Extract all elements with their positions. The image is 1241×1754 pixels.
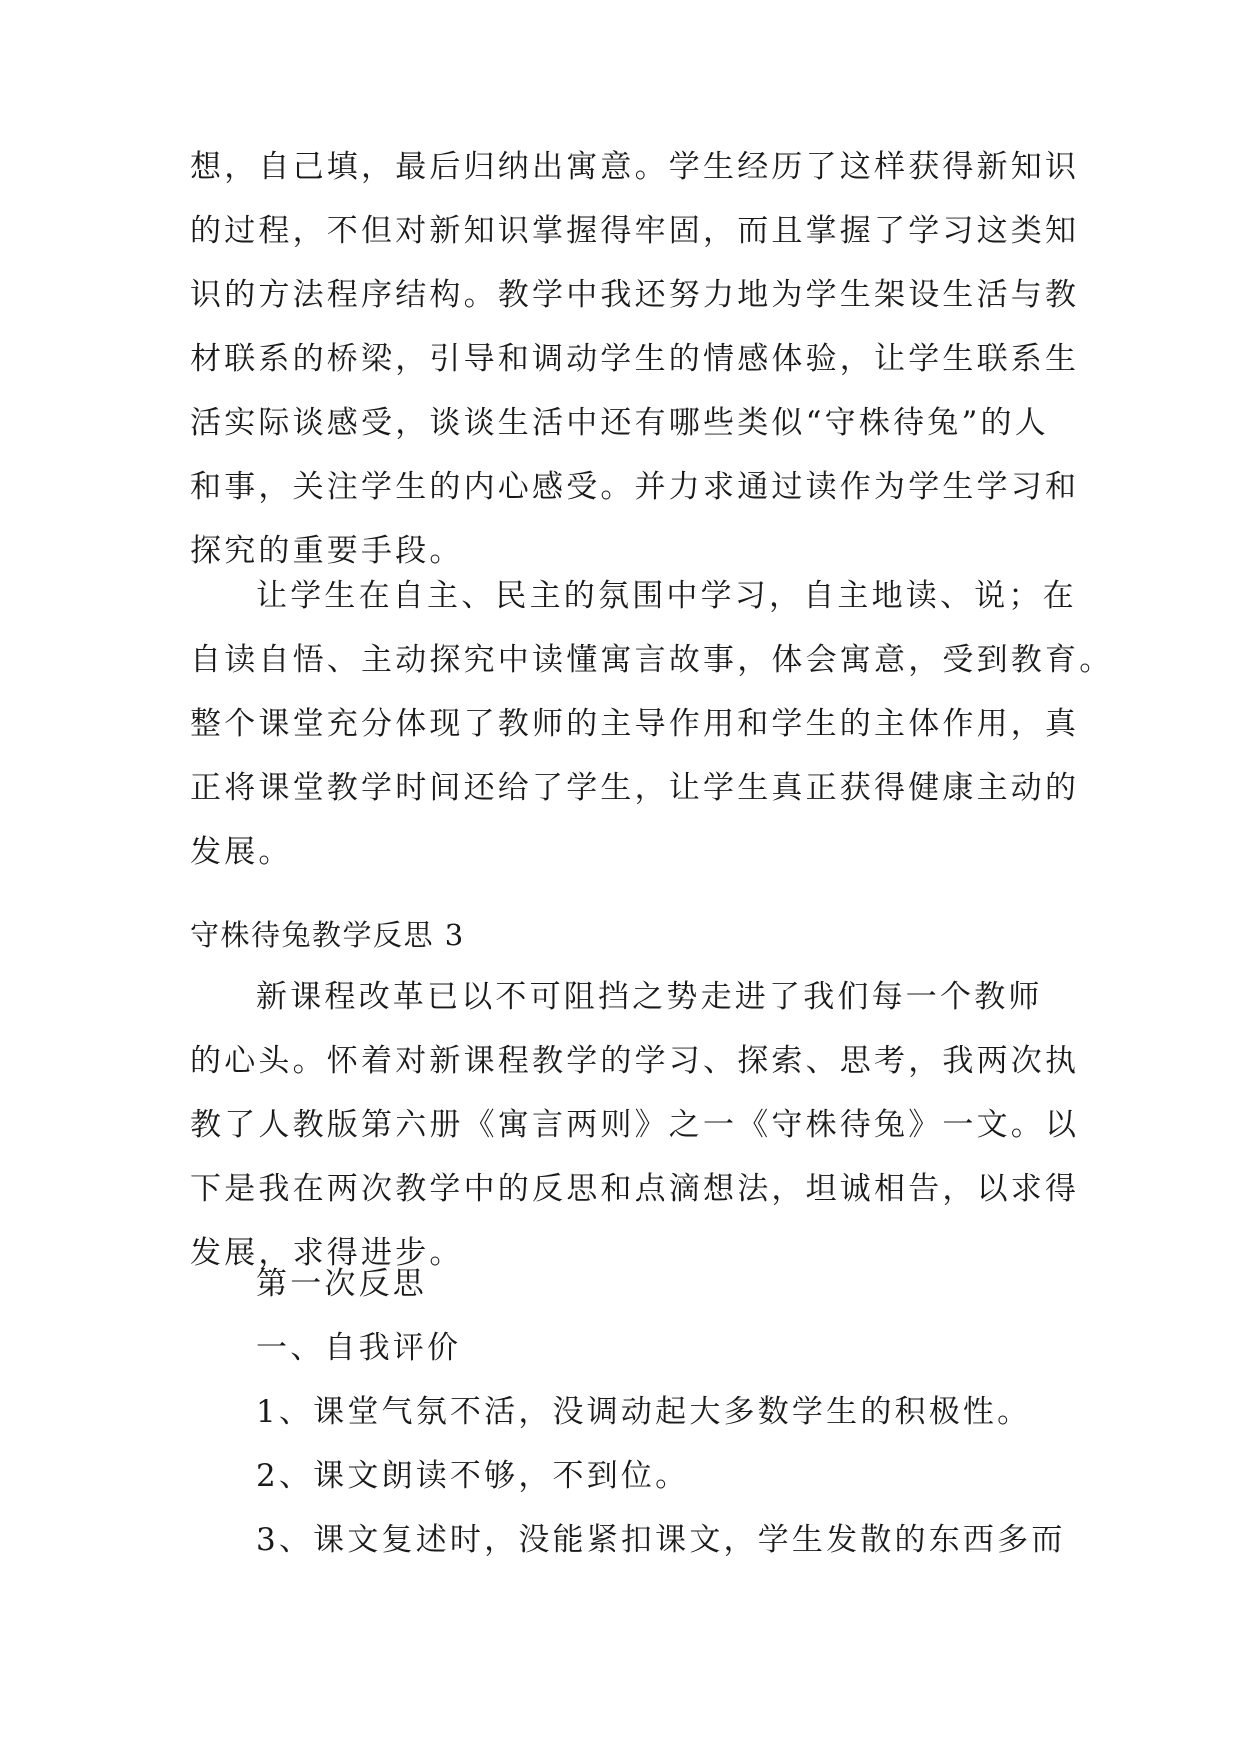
paragraph-line: 活实际谈感受，谈谈生活中还有哪些类似“守株待兔”的人: [190, 405, 1049, 441]
paragraph-line: 自读自悟、主动探究中读懂寓言故事，体会寓意，受到教育。: [190, 642, 1114, 678]
paragraph-line: 新课程改革已以不可阻挡之势走进了我们每一个教师: [256, 979, 1043, 1015]
reflection-section: [190, 1252, 1066, 1572]
paragraph-line: 的心头。怀着对新课程教学的学习、探索、思考，我两次执: [190, 1043, 1080, 1079]
paragraph-2: [190, 564, 1114, 884]
paragraph-line: 正将课堂教学时间还给了学生，让学生真正获得健康主动的: [190, 770, 1080, 806]
subheading: 第一次反思: [256, 1266, 427, 1302]
paragraph-line: 想，自己填，最后归纳出寓意。学生经历了这样获得新知识: [190, 149, 1080, 185]
paragraph-line: 识的方法程序结构。教学中我还努力地为学生架设生活与教: [190, 277, 1080, 313]
section-title: 守株待兔教学反思 3: [190, 918, 465, 952]
paragraph-3: [190, 965, 1080, 1285]
paragraph-line: 探究的重要手段。: [190, 533, 464, 569]
list-item: 2、课文朗读不够，不到位。: [256, 1458, 690, 1494]
paragraph-line: 教了人教版第六册《寓言两则》之一《守株待兔》一文。以: [190, 1107, 1080, 1143]
paragraph-line: 让学生在自主、民主的氛围中学习，自主地读、说；在: [256, 578, 1077, 614]
paragraph-line: 材联系的桥梁，引导和调动学生的情感体验，让学生联系生: [190, 341, 1080, 377]
section-title-block: [190, 903, 1050, 967]
paragraph-line: 发展，求得进步。: [190, 1235, 464, 1271]
list-item: 3、课文复述时，没能紧扣课文，学生发散的东西多而: [256, 1522, 1066, 1558]
paragraph-line: 的过程，不但对新知识掌握得牢固，而且掌握了学习这类知: [190, 213, 1080, 249]
paragraph-line: 和事，关注学生的内心感受。并力求通过读作为学生学习和: [190, 469, 1080, 505]
list-item: 1、课堂气氛不活，没调动起大多数学生的积极性。: [256, 1394, 1032, 1430]
paragraph-line: 下是我在两次教学中的反思和点滴想法，坦诚相告，以求得: [190, 1171, 1080, 1207]
paragraph-line: 发展。: [190, 834, 293, 870]
paragraph-1: [190, 135, 1080, 583]
subheading: 一、自我评价: [256, 1330, 462, 1366]
paragraph-line: 整个课堂充分体现了教师的主导作用和学生的主体作用，真: [190, 706, 1080, 742]
